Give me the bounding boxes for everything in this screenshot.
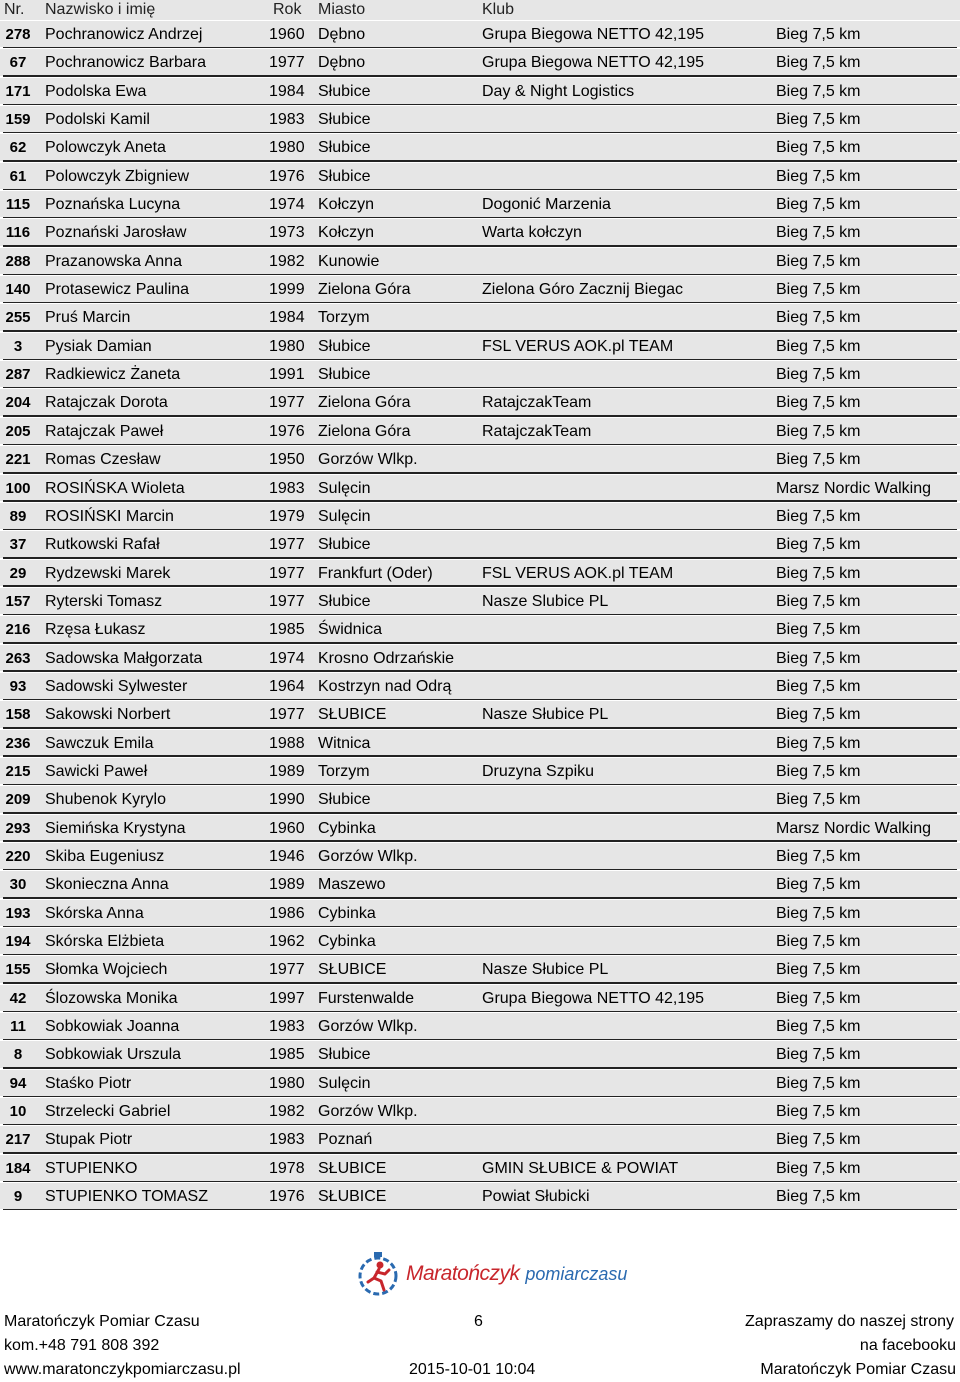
cell-club: Day & Night Logistics: [482, 82, 635, 100]
cell-distance: Bieg 7,5 km: [776, 82, 861, 100]
cell-nr: 9: [13, 1188, 23, 1206]
table-row: [0, 645, 960, 673]
cell-nr: 100: [5, 479, 31, 497]
cell-nr: 93: [9, 677, 27, 695]
cell-club: FSL VERUS AOK.pl TEAM: [482, 337, 674, 355]
cell-year: 1989: [269, 876, 305, 894]
cell-year: 1983: [269, 1018, 305, 1036]
cell-city: Cybinka: [318, 819, 376, 837]
cell-club: Grupa Biegowa NETTO 42,195: [482, 989, 705, 1007]
cell-year: 1964: [269, 677, 305, 695]
cell-name: Podolski Kamil: [45, 111, 150, 129]
cell-distance: Bieg 7,5 km: [776, 933, 861, 950]
cell-distance: Bieg 7,5 km: [776, 1159, 861, 1177]
cell-name: Rydzewski Marek: [45, 564, 171, 582]
cell-nr: 204: [5, 394, 31, 412]
cell-distance: Bieg 7,5 km: [776, 791, 861, 809]
table-row: [0, 815, 960, 843]
cell-distance: Bieg 7,5 km: [776, 536, 861, 554]
cell-nr: 217: [5, 1131, 31, 1149]
results-table: [0, 21, 960, 1211]
cell-distance: Bieg 7,5 km: [776, 1074, 861, 1092]
cell-year: 1976: [269, 422, 305, 440]
cell-city: Kołczyn: [318, 224, 375, 242]
cell-city: Kostrzyn nad Odrą: [318, 677, 452, 695]
cell-distance: Bieg 7,5 km: [776, 196, 861, 214]
cell-club: Druzyna Szpiku: [482, 762, 595, 780]
cell-distance: Bieg 7,5 km: [776, 1103, 861, 1121]
cell-nr: 62: [9, 139, 27, 157]
cell-year: 1946: [269, 847, 305, 865]
cell-name: Sakowski Norbert: [45, 706, 171, 724]
cell-year: 1979: [269, 507, 305, 525]
table-row: [0, 956, 960, 984]
table-row: [0, 843, 960, 871]
cell-city: Słubice: [318, 1046, 371, 1064]
cell-distance: Bieg 7,5 km: [776, 224, 861, 242]
cell-distance: Bieg 7,5 km: [776, 649, 861, 667]
footer-website[interactable]: www.maratonczykpomiarczasu.pl: [4, 1361, 241, 1378]
cell-distance: Bieg 7,5 km: [776, 876, 861, 894]
table-row: [0, 1041, 960, 1069]
cell-year: 1977: [269, 54, 305, 72]
cell-name: Pochranowicz Barbara: [45, 54, 206, 72]
cell-name: Radkiewicz Żaneta: [45, 366, 181, 384]
cell-name: ROSIŃSKA Wioleta: [45, 479, 185, 497]
cell-city: SŁUBICE: [318, 706, 387, 724]
table-row: [0, 389, 960, 417]
cell-year: 1978: [269, 1159, 305, 1177]
cell-city: Cybinka: [318, 904, 376, 922]
cell-year: 1976: [269, 1188, 305, 1206]
header-city: Miasto: [318, 1, 366, 18]
cell-nr: 37: [9, 536, 27, 554]
table-row: [0, 219, 960, 247]
cell-name: Sawczuk Emila: [45, 734, 154, 752]
cell-nr: 10: [9, 1103, 27, 1121]
cell-name: Poznański Jarosław: [45, 224, 187, 242]
table-row: [0, 446, 960, 474]
logo-text: [406, 1262, 627, 1286]
cell-city: Kołczyn: [318, 196, 375, 214]
cell-year: 1991: [269, 366, 305, 384]
cell-nr: 236: [5, 734, 31, 752]
table-row: [0, 1070, 960, 1098]
table-row: [0, 21, 960, 49]
cell-nr: 193: [5, 904, 31, 922]
table-row: [0, 361, 960, 389]
cell-year: 1977: [269, 564, 305, 582]
cell-name: Romas Czesław: [45, 451, 161, 469]
cell-nr: 67: [9, 54, 27, 72]
header-year: Rok: [273, 1, 302, 18]
cell-year: 1988: [269, 734, 305, 752]
cell-name: Sadowski Sylwester: [45, 677, 188, 695]
footer-page-number: 6: [474, 1313, 483, 1330]
cell-city: Słubice: [318, 791, 371, 809]
cell-city: Słubice: [318, 111, 371, 129]
table-row: [0, 588, 960, 616]
cell-distance: Bieg 7,5 km: [776, 422, 861, 440]
cell-name: Pruś Marcin: [45, 309, 131, 327]
cell-city: Torzym: [318, 762, 370, 780]
cell-name: STUPIENKO TOMASZ: [45, 1188, 208, 1206]
cell-nr: 171: [5, 82, 31, 100]
table-row: [0, 1013, 960, 1041]
table-row: [0, 163, 960, 191]
cell-city: Maszewo: [318, 876, 386, 894]
cell-name: Sobkowiak Joanna: [45, 1018, 180, 1036]
cell-name: Słomka Wojciech: [45, 961, 168, 979]
cell-city: Gorzów Wlkp.: [318, 847, 418, 865]
cell-city: Sulęcin: [318, 1074, 371, 1092]
cell-nr: 278: [5, 26, 31, 43]
cell-distance: Bieg 7,5 km: [776, 621, 861, 639]
table-row: [0, 616, 960, 644]
cell-year: 1977: [269, 961, 305, 979]
table-row: [0, 560, 960, 588]
cell-name: Skiba Eugeniusz: [45, 847, 165, 865]
cell-name: Skórska Anna: [45, 904, 144, 922]
cell-club: RatajczakTeam: [482, 422, 592, 440]
cell-nr: 8: [13, 1046, 23, 1064]
cell-name: Rutkowski Rafał: [45, 536, 160, 554]
cell-distance: Bieg 7,5 km: [776, 762, 861, 780]
cell-city: Sulęcin: [318, 507, 371, 525]
cell-club: RatajczakTeam: [482, 394, 592, 412]
table-row: [0, 503, 960, 531]
cell-nr: 221: [5, 451, 31, 469]
cell-year: 1976: [269, 167, 305, 185]
cell-city: Gorzów Wlkp.: [318, 451, 418, 469]
cell-nr: 42: [9, 989, 27, 1007]
cell-nr: 263: [5, 649, 31, 667]
cell-city: Witnica: [318, 734, 371, 752]
cell-name: Sobkowiak Urszula: [45, 1046, 182, 1064]
cell-city: Słubice: [318, 592, 371, 610]
cell-name: Staśko Piotr: [45, 1074, 132, 1092]
cell-name: Pysiak Damian: [45, 337, 152, 355]
cell-distance: Marsz Nordic Walking: [776, 819, 931, 837]
cell-distance: Bieg 7,5 km: [776, 1018, 861, 1036]
cell-distance: Bieg 7,5 km: [776, 309, 861, 327]
cell-name: Skonieczna Anna: [45, 876, 169, 894]
cell-club: Grupa Biegowa NETTO 42,195: [482, 26, 705, 43]
cell-year: 1984: [269, 82, 305, 100]
footer-datetime: 2015-10-01 10:04: [409, 1361, 536, 1378]
cell-year: 1983: [269, 1131, 305, 1149]
cell-city: Torzym: [318, 309, 370, 327]
logo-sub-text: pomiarczasu: [525, 1264, 628, 1284]
cell-year: 1980: [269, 1074, 305, 1092]
cell-city: Kunowie: [318, 252, 380, 270]
table-row: [0, 701, 960, 729]
cell-name: Poznańska Lucyna: [45, 196, 181, 214]
cell-distance: Bieg 7,5 km: [776, 366, 861, 384]
runner-stopwatch-icon: [354, 1248, 406, 1300]
cell-distance: Bieg 7,5 km: [776, 706, 861, 724]
cell-distance: Bieg 7,5 km: [776, 54, 861, 72]
cell-club: Nasze Słubice PL: [482, 706, 609, 724]
table-row: [0, 985, 960, 1013]
cell-year: 1989: [269, 762, 305, 780]
cell-nr: 11: [10, 1018, 26, 1036]
cell-distance: Bieg 7,5 km: [776, 989, 861, 1007]
cell-city: SŁUBICE: [318, 961, 387, 979]
cell-city: Zielona Góra: [318, 281, 411, 299]
cell-name: Ratajczak Paweł: [45, 422, 164, 440]
cell-name: Skórska Elżbieta: [45, 933, 165, 950]
cell-name: Stupak Piotr: [45, 1131, 133, 1149]
cell-year: 1977: [269, 536, 305, 554]
cell-year: 1980: [269, 337, 305, 355]
cell-nr: 140: [5, 281, 31, 299]
cell-nr: 158: [5, 706, 31, 724]
cell-year: 1960: [269, 819, 305, 837]
cell-distance: Bieg 7,5 km: [776, 26, 861, 43]
cell-year: 1990: [269, 791, 305, 809]
cell-year: 1985: [269, 1046, 305, 1064]
table-row: [0, 531, 960, 559]
cell-club: GMIN SŁUBICE & POWIAT: [482, 1159, 679, 1177]
table-row: [0, 928, 960, 956]
cell-city: Furstenwalde: [318, 989, 415, 1007]
table-header: [0, 0, 960, 20]
cell-year: 1999: [269, 281, 305, 299]
cell-nr: 116: [5, 224, 31, 242]
cell-city: Słubice: [318, 167, 371, 185]
cell-name: Sadowska Małgorzata: [45, 649, 203, 667]
cell-name: Ratajczak Dorota: [45, 394, 168, 412]
cell-year: 1962: [269, 933, 305, 950]
footer-company: Maratończyk Pomiar Czasu: [4, 1313, 200, 1330]
cell-nr: 194: [5, 933, 31, 950]
footer-company-right: Maratończyk Pomiar Czasu: [760, 1361, 956, 1378]
cell-nr: 159: [5, 111, 31, 129]
cell-club: Zielona Góro Zacznij Biegac: [482, 281, 683, 299]
cell-year: 1977: [269, 706, 305, 724]
cell-name: Polowczyk Aneta: [45, 139, 166, 157]
cell-distance: Bieg 7,5 km: [776, 847, 861, 865]
footer-invite: Zapraszamy do naszej strony: [745, 1313, 954, 1330]
cell-club: Nasze Słubice PL: [482, 961, 609, 979]
cell-year: 1973: [269, 224, 305, 242]
cell-club: Powiat Słubicki: [482, 1188, 590, 1206]
cell-distance: Bieg 7,5 km: [776, 904, 861, 922]
cell-nr: 155: [5, 961, 31, 979]
cell-city: Cybinka: [318, 933, 376, 950]
cell-distance: Bieg 7,5 km: [776, 677, 861, 695]
table-row: [0, 78, 960, 106]
cell-city: Poznań: [318, 1131, 373, 1149]
cell-club: FSL VERUS AOK.pl TEAM: [482, 564, 674, 582]
cell-distance: Bieg 7,5 km: [776, 1046, 861, 1064]
cell-name: ROSIŃSKI Marcin: [45, 507, 174, 525]
cell-nr: 287: [5, 366, 31, 384]
cell-distance: Marsz Nordic Walking: [776, 479, 931, 497]
table-row: [0, 871, 960, 899]
table-row: [0, 1183, 960, 1211]
cell-city: Zielona Góra: [318, 422, 411, 440]
cell-nr: 209: [5, 791, 31, 809]
table-row: [0, 730, 960, 758]
cell-year: 1974: [269, 196, 305, 214]
cell-club: Dogonić Marzenia: [482, 196, 611, 214]
table-row: [0, 786, 960, 814]
cell-year: 1974: [269, 649, 305, 667]
table-row: [0, 418, 960, 446]
cell-year: 1977: [269, 592, 305, 610]
table-row: [0, 900, 960, 928]
cell-distance: Bieg 7,5 km: [776, 1188, 861, 1206]
cell-distance: Bieg 7,5 km: [776, 961, 861, 979]
table-row: [0, 134, 960, 162]
cell-distance: Bieg 7,5 km: [776, 252, 861, 270]
cell-city: Słubice: [318, 82, 371, 100]
cell-name: Strzelecki Gabriel: [45, 1103, 171, 1121]
cell-distance: Bieg 7,5 km: [776, 111, 861, 129]
cell-nr: 184: [5, 1159, 31, 1177]
cell-nr: 30: [9, 876, 27, 894]
cell-distance: Bieg 7,5 km: [776, 1131, 861, 1149]
cell-nr: 288: [5, 252, 31, 270]
cell-nr: 29: [9, 564, 27, 582]
cell-name: Polowczyk Zbigniew: [45, 167, 190, 185]
cell-name: Protasewicz Paulina: [45, 281, 190, 299]
cell-city: Słubice: [318, 536, 371, 554]
cell-year: 1983: [269, 479, 305, 497]
cell-distance: Bieg 7,5 km: [776, 734, 861, 752]
cell-name: Siemińska Krystyna: [45, 819, 186, 837]
cell-nr: 157: [5, 592, 31, 610]
table-row: [0, 758, 960, 786]
cell-city: Gorzów Wlkp.: [318, 1103, 418, 1121]
table-row: [0, 1155, 960, 1183]
table-row: [0, 248, 960, 276]
cell-nr: 115: [5, 196, 31, 214]
cell-name: Ślozowska Monika: [45, 989, 178, 1007]
cell-year: 1997: [269, 989, 305, 1007]
cell-nr: 205: [5, 422, 31, 440]
cell-city: Krosno Odrzańskie: [318, 649, 455, 667]
cell-city: Sulęcin: [318, 479, 371, 497]
table-row: [0, 276, 960, 304]
cell-distance: Bieg 7,5 km: [776, 592, 861, 610]
cell-name: Ryterski Tomasz: [45, 592, 163, 610]
table-row: [0, 475, 960, 503]
cell-city: Słubice: [318, 139, 371, 157]
cell-nr: 255: [5, 309, 31, 327]
cell-distance: Bieg 7,5 km: [776, 167, 861, 185]
cell-name: STUPIENKO: [45, 1159, 138, 1177]
table-row: [0, 333, 960, 361]
table-row: [0, 106, 960, 134]
cell-year: 1980: [269, 139, 305, 157]
cell-name: Rzęsa Łukasz: [45, 621, 146, 639]
header-name: Nazwisko i imię: [45, 1, 156, 18]
footer-phone: kom.+48 791 808 392: [4, 1337, 160, 1354]
cell-distance: Bieg 7,5 km: [776, 394, 861, 412]
table-row: [0, 673, 960, 701]
cell-city: Frankfurt (Oder): [318, 564, 433, 582]
cell-year: 1982: [269, 252, 305, 270]
cell-nr: 293: [5, 819, 31, 837]
footer-facebook: na facebooku: [859, 1337, 956, 1354]
logo-main-text: Maratończyk: [406, 1262, 520, 1285]
cell-distance: Bieg 7,5 km: [776, 451, 861, 469]
cell-year: 1960: [269, 26, 305, 43]
maratonczyk-logo: [354, 1248, 628, 1300]
cell-year: 1984: [269, 309, 305, 327]
cell-nr: 61: [9, 167, 27, 185]
cell-distance: Bieg 7,5 km: [776, 507, 861, 525]
cell-nr: 215: [5, 762, 31, 780]
cell-distance: Bieg 7,5 km: [776, 139, 861, 157]
cell-distance: Bieg 7,5 km: [776, 337, 861, 355]
table-row: [0, 49, 960, 77]
cell-year: 1982: [269, 1103, 305, 1121]
table-row: [0, 304, 960, 332]
cell-club: Grupa Biegowa NETTO 42,195: [482, 54, 705, 72]
cell-year: 1983: [269, 111, 305, 129]
cell-name: Prazanowska Anna: [45, 252, 182, 270]
cell-city: Słubice: [318, 366, 371, 384]
cell-city: Zielona Góra: [318, 394, 411, 412]
header-club: Klub: [482, 1, 515, 18]
cell-year: 1986: [269, 904, 305, 922]
cell-city: Dębno: [318, 26, 366, 43]
cell-distance: Bieg 7,5 km: [776, 281, 861, 299]
table-row: [0, 1098, 960, 1126]
table-row: [0, 1126, 960, 1154]
cell-city: Słubice: [318, 337, 371, 355]
cell-distance: Bieg 7,5 km: [776, 564, 861, 582]
cell-nr: 94: [9, 1074, 27, 1092]
cell-name: Pochranowicz Andrzej: [45, 26, 203, 43]
cell-nr: 89: [9, 507, 27, 525]
table-row: [0, 191, 960, 219]
header-nr: Nr.: [4, 1, 25, 18]
cell-name: Podolska Ewa: [45, 82, 147, 100]
cell-city: SŁUBICE: [318, 1159, 387, 1177]
cell-name: Sawicki Paweł: [45, 762, 148, 780]
cell-club: Nasze Slubice PL: [482, 592, 609, 610]
cell-city: SŁUBICE: [318, 1188, 387, 1206]
cell-city: Dębno: [318, 54, 366, 72]
cell-nr: 3: [13, 337, 23, 355]
cell-city: Gorzów Wlkp.: [318, 1018, 418, 1036]
cell-year: 1985: [269, 621, 305, 639]
cell-city: Świdnica: [318, 621, 383, 639]
cell-club: Warta kołczyn: [482, 224, 582, 242]
cell-nr: 220: [5, 847, 31, 865]
cell-nr: 216: [5, 621, 31, 639]
cell-name: Shubenok Kyrylo: [45, 791, 166, 809]
cell-year: 1950: [269, 451, 305, 469]
cell-year: 1977: [269, 394, 305, 412]
